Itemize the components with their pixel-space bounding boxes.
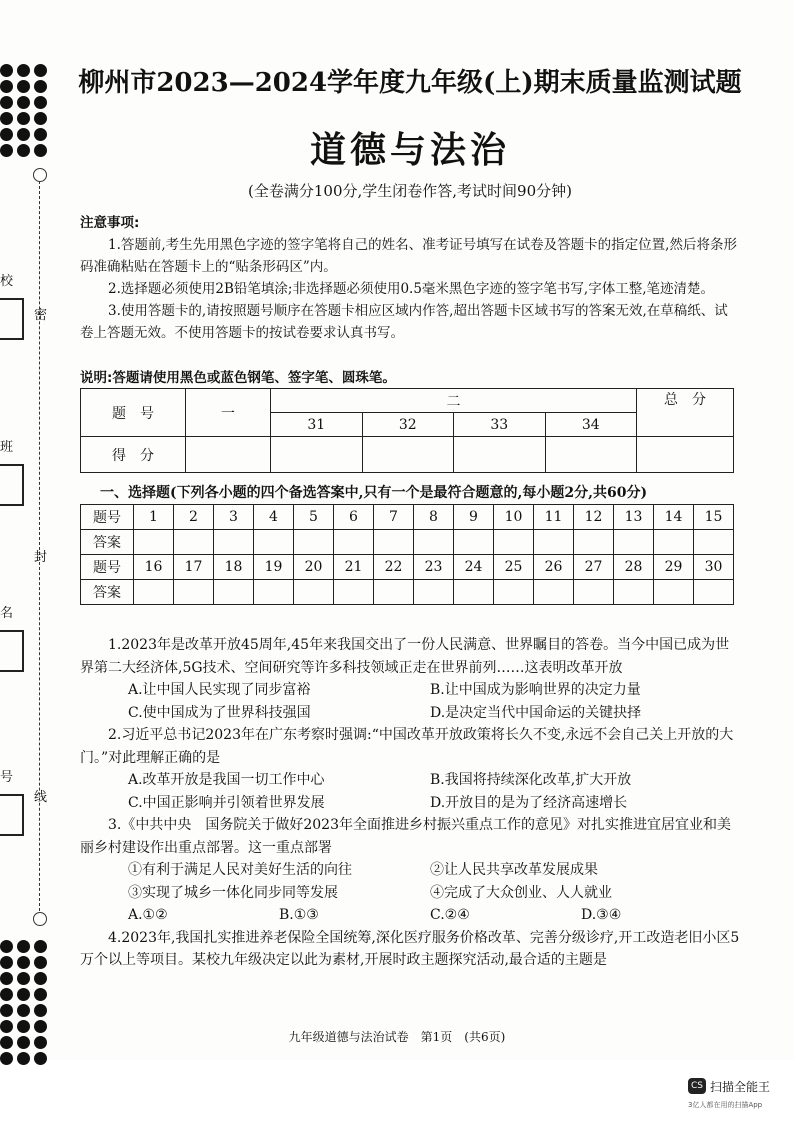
grid-number: 17 bbox=[174, 555, 214, 580]
scanner-name: 扫描全能王 bbox=[710, 1080, 771, 1094]
grid-number: 5 bbox=[294, 505, 334, 530]
score-cell[interactable] bbox=[186, 437, 271, 473]
answer-cell[interactable] bbox=[134, 530, 174, 555]
question-3-stem: 3.《中共中央 国务院关于做好2023年全面推进乡村振兴重点工作的意见》对扎实推进宜居宜业和美丽乡村建设作出重点部署。这一重点部署 bbox=[80, 817, 731, 856]
answer-cell[interactable] bbox=[334, 530, 374, 555]
grid-number: 27 bbox=[574, 555, 614, 580]
question-3-items-row bbox=[80, 882, 740, 905]
page-footer: 九年级道德与法治试卷 第1页 (共6页) bbox=[288, 1030, 506, 1044]
field-number-label: 号 bbox=[0, 770, 14, 785]
field-school-label: 校 bbox=[0, 274, 14, 289]
binding-dots-bottom bbox=[0, 940, 48, 1065]
grid-number: 14 bbox=[654, 505, 694, 530]
grid-number: 15 bbox=[694, 505, 734, 530]
score-sub-34: 34 bbox=[545, 413, 637, 437]
score-sub-33: 33 bbox=[454, 413, 546, 437]
grid-number: 26 bbox=[534, 555, 574, 580]
answer-cell[interactable] bbox=[494, 580, 534, 605]
grid-number: 13 bbox=[614, 505, 654, 530]
answer-cell[interactable] bbox=[454, 580, 494, 605]
grid-number: 20 bbox=[294, 555, 334, 580]
grid-label-number: 题号 bbox=[81, 555, 134, 580]
question-2-options-row bbox=[80, 792, 740, 815]
grid-number: 11 bbox=[534, 505, 574, 530]
answer-cell[interactable] bbox=[174, 530, 214, 555]
score-total: 总 分 bbox=[637, 389, 734, 437]
option-d: D.③④ bbox=[581, 907, 622, 923]
field-number-box[interactable] bbox=[0, 794, 24, 836]
answer-cell[interactable] bbox=[374, 530, 414, 555]
grid-number: 18 bbox=[214, 555, 254, 580]
binding-mark-seal: 封 bbox=[34, 550, 48, 565]
answer-cell[interactable] bbox=[614, 580, 654, 605]
question-1-options-row bbox=[80, 679, 740, 702]
question-2-stem: 2.习近平总书记2023年在广东考察时强调:“中国改革开放政策将长久不变,永远不会自己关上开放的大门。”对此理解正确的是 bbox=[80, 727, 734, 766]
option-a: A.改革开放是我国一切工作中心 bbox=[128, 772, 325, 788]
option-c: C.②④ bbox=[430, 907, 470, 923]
question-3-items-row bbox=[80, 859, 740, 882]
grid-number: 21 bbox=[334, 555, 374, 580]
score-cell[interactable] bbox=[637, 437, 734, 473]
answer-cell[interactable] bbox=[254, 580, 294, 605]
score-cell[interactable] bbox=[545, 437, 637, 473]
answer-cell[interactable] bbox=[134, 580, 174, 605]
grid-number: 1 bbox=[134, 505, 174, 530]
grid-number: 25 bbox=[494, 555, 534, 580]
option-b: B.我国将持续深化改革,扩大开放 bbox=[430, 772, 632, 788]
score-part1: 一 bbox=[186, 389, 271, 437]
question-1-options-row bbox=[80, 702, 740, 725]
score-label-number: 题 号 bbox=[81, 389, 186, 437]
answer-cell[interactable] bbox=[654, 530, 694, 555]
grid-number: 23 bbox=[414, 555, 454, 580]
question-4-stem: 4.2023年,我国扎实推进养老保险全国统筹,深化医疗服务价格改革、完善分级诊疗,开工改造老旧小区5万个以上等项目。某校九年级决定以此为素材,开展时政主题探究活动,最合适的主题是 bbox=[80, 929, 740, 968]
answer-cell[interactable] bbox=[614, 530, 654, 555]
option-c: C.使中国成为了世界科技强国 bbox=[128, 704, 311, 721]
grid-number: 28 bbox=[614, 555, 654, 580]
answer-cell[interactable] bbox=[174, 580, 214, 605]
notes-section bbox=[80, 212, 740, 344]
scanner-logo-icon: CS bbox=[688, 1078, 706, 1094]
binding-circle-top bbox=[33, 168, 47, 182]
score-sub-31: 31 bbox=[271, 413, 363, 437]
grid-label-number: 题号 bbox=[81, 505, 134, 530]
answer-cell[interactable] bbox=[214, 530, 254, 555]
answer-cell[interactable] bbox=[694, 530, 734, 555]
option-d: D.是决定当代中国命运的关键抉择 bbox=[430, 704, 642, 721]
answer-cell[interactable] bbox=[534, 580, 574, 605]
pen-instruction: 说明:答题请使用黑色或蓝色钢笔、签字笔、圆珠笔。 bbox=[80, 370, 396, 386]
score-label-score: 得 分 bbox=[81, 437, 186, 473]
answer-cell[interactable] bbox=[414, 580, 454, 605]
score-table bbox=[80, 388, 734, 473]
option-c: C.中国正影响并引领着世界发展 bbox=[128, 794, 325, 811]
statement-item: ①有利于满足人民对美好生活的向往 bbox=[128, 862, 352, 878]
grid-number: 3 bbox=[214, 505, 254, 530]
field-school-box[interactable] bbox=[0, 298, 24, 340]
notes-heading: 注意事项: bbox=[80, 215, 140, 231]
score-cell[interactable] bbox=[362, 437, 454, 473]
answer-cell[interactable] bbox=[574, 580, 614, 605]
scan-margin bbox=[0, 1060, 794, 1124]
grid-number: 10 bbox=[494, 505, 534, 530]
statement-item: ③实现了城乡一体化同步同等发展 bbox=[128, 884, 338, 901]
option-b: B.让中国成为影响世界的决定力量 bbox=[430, 682, 641, 698]
question-2-options-row bbox=[80, 769, 740, 792]
answer-cell[interactable] bbox=[214, 580, 254, 605]
grid-number: 6 bbox=[334, 505, 374, 530]
binding-mark-line: 线 bbox=[34, 790, 48, 805]
answer-cell[interactable] bbox=[494, 530, 534, 555]
field-name-box[interactable] bbox=[0, 630, 24, 672]
score-part2: 二 bbox=[271, 389, 637, 413]
answer-cell[interactable] bbox=[454, 530, 494, 555]
grid-number: 12 bbox=[574, 505, 614, 530]
answer-cell[interactable] bbox=[574, 530, 614, 555]
grid-number: 30 bbox=[694, 555, 734, 580]
grid-number: 19 bbox=[254, 555, 294, 580]
section-heading: 一、选择题(下列各小题的四个备选答案中,只有一个是最符合题意的,每小题2分,共60分) bbox=[100, 485, 648, 501]
notes-item: 2.选择题必须使用2B铅笔填涂;非选择题必须使用0.5毫米黑色字迹的签字笔书写,字体工整,笔迹清楚。 bbox=[108, 281, 714, 297]
grid-number: 29 bbox=[654, 555, 694, 580]
binding-circle-bottom bbox=[33, 912, 47, 926]
answer-cell[interactable] bbox=[294, 580, 334, 605]
grid-number: 24 bbox=[454, 555, 494, 580]
binding-mark-seal: 密 bbox=[34, 308, 48, 323]
grid-number: 8 bbox=[414, 505, 454, 530]
grid-number: 9 bbox=[454, 505, 494, 530]
questions bbox=[80, 634, 740, 972]
scanner-tagline: 3亿人都在用的扫描App bbox=[688, 1101, 763, 1109]
field-name-label: 名 bbox=[0, 606, 14, 621]
answer-cell[interactable] bbox=[654, 580, 694, 605]
grid-label-answer: 答案 bbox=[81, 530, 134, 555]
notes-item: 3.使用答题卡的,请按照题号顺序在答题卡相应区域内作答,超出答题卡区域书写的答案无效,在草稿纸、试卷上答题无效。不使用答题卡的按试卷要求认真书写。 bbox=[80, 303, 728, 341]
answer-cell[interactable] bbox=[534, 530, 574, 555]
grid-number: 7 bbox=[374, 505, 414, 530]
question-1-stem: 1.2023年是改革开放45周年,45年来我国交出了一份人民满意、世界瞩目的答卷。当今中国已成为世界第二大经济体,5G技术、空间研究等许多科技领域正走在世界前列……这表明改革开放 bbox=[80, 637, 730, 676]
score-cell[interactable] bbox=[454, 437, 546, 473]
answer-cell[interactable] bbox=[294, 530, 334, 555]
grid-number: 22 bbox=[374, 555, 414, 580]
option-a: A.让中国人民实现了同步富裕 bbox=[128, 682, 311, 698]
statement-item: ②让人民共享改革发展成果 bbox=[430, 862, 598, 878]
grid-number: 2 bbox=[174, 505, 214, 530]
option-a: A.①② bbox=[128, 907, 168, 923]
answer-cell[interactable] bbox=[694, 580, 734, 605]
answer-cell[interactable] bbox=[254, 530, 294, 555]
exam-title: 柳州市2023—2024学年度九年级(上)期末质量监测试题 bbox=[78, 68, 742, 98]
question-3-options-row bbox=[80, 904, 740, 927]
grid-number: 4 bbox=[254, 505, 294, 530]
grid-label-answer: 答案 bbox=[81, 580, 134, 605]
notes-item: 1.答题前,考生先用黑色字迹的签字笔将自己的姓名、准考证号填写在试卷及答题卡的指定位置,然后将条形码准确粘贴在答题卡上的“贴条形码区”内。 bbox=[80, 237, 737, 275]
answer-cell[interactable] bbox=[374, 580, 414, 605]
exam-subject: 道德与法治 bbox=[309, 129, 510, 171]
option-b: B.①③ bbox=[279, 907, 319, 923]
score-cell[interactable] bbox=[271, 437, 363, 473]
grid-number: 16 bbox=[134, 555, 174, 580]
statement-item: ④完成了大众创业、人人就业 bbox=[430, 884, 612, 901]
exam-info: (全卷满分100分,学生闭卷作答,考试时间90分钟) bbox=[248, 182, 572, 200]
score-sub-32: 32 bbox=[362, 413, 454, 437]
answer-cell[interactable] bbox=[414, 530, 454, 555]
field-class-box[interactable] bbox=[0, 464, 24, 506]
answer-grid bbox=[80, 504, 734, 605]
option-d: D.开放目的是为了经济高速增长 bbox=[430, 794, 628, 811]
binding-dots-top bbox=[0, 64, 48, 157]
answer-cell[interactable] bbox=[334, 580, 374, 605]
field-class-label: 班 bbox=[0, 440, 14, 455]
